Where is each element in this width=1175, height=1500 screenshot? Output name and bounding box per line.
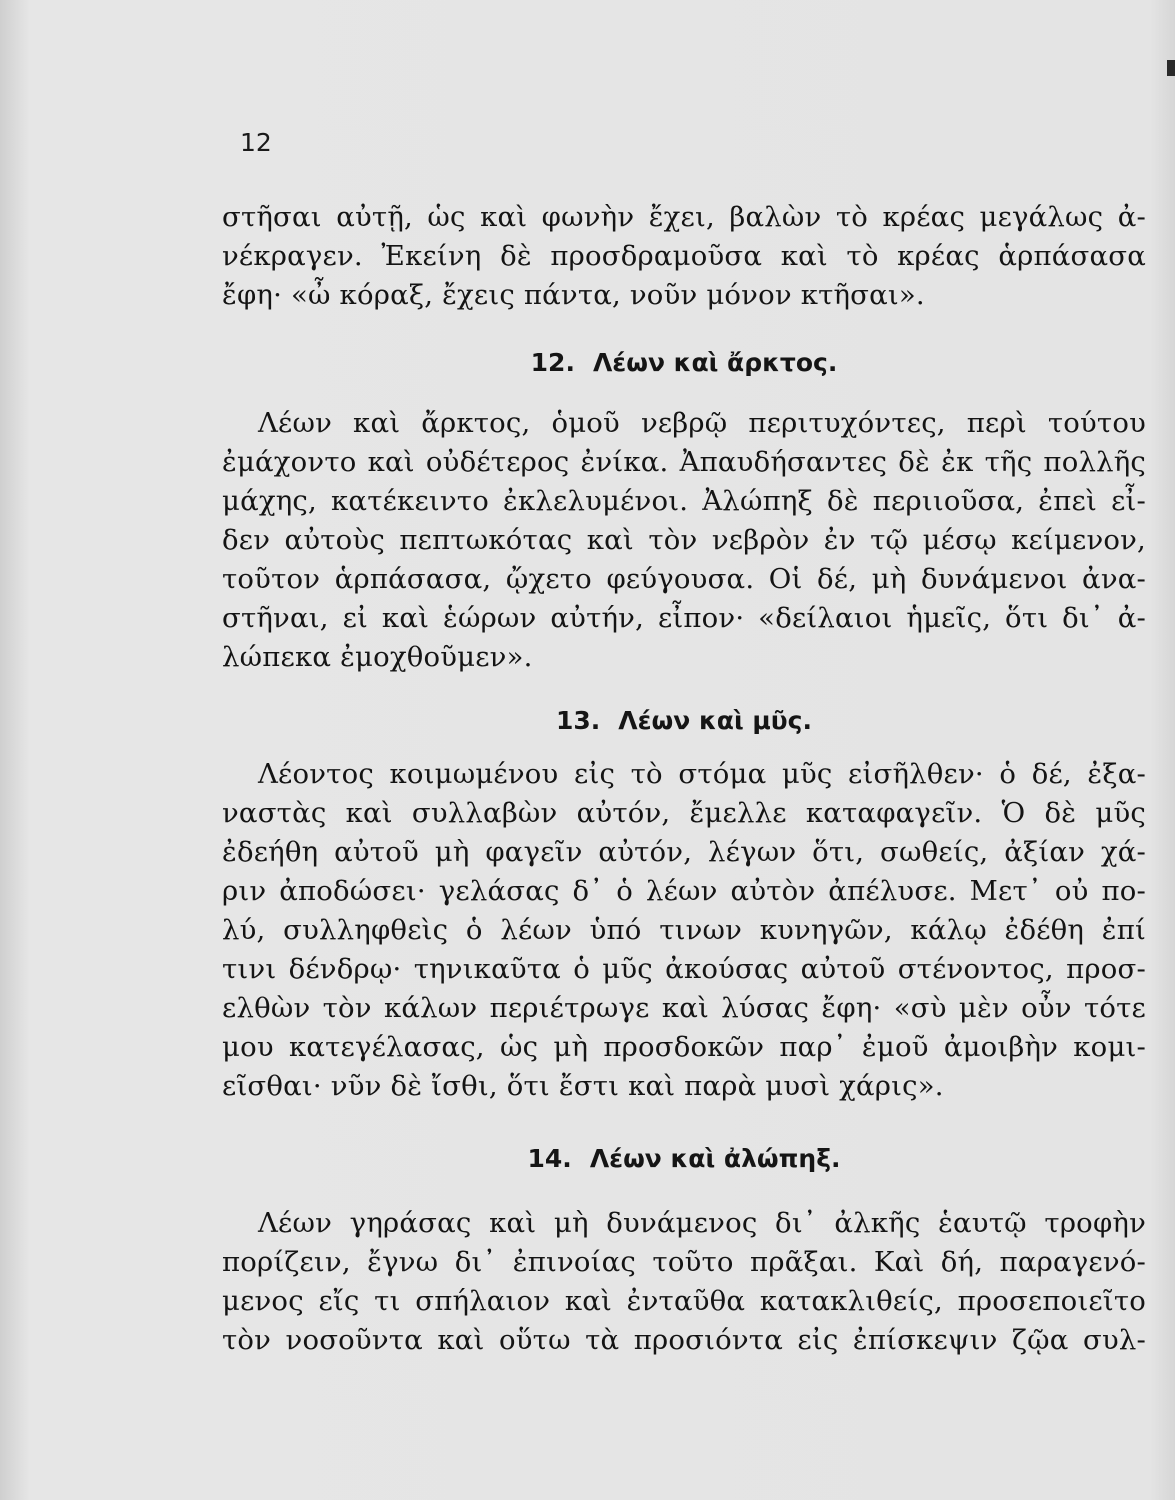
text-line: στῆσαι αὐτῇ, ὡς καὶ φωνὴν ἔχει, βαλὼν τὸ κρέας μεγάλως ἀ- (222, 201, 1146, 233)
fable-12-heading (222, 348, 1146, 377)
fable-number: 12. (530, 348, 575, 377)
fable-12-paragraph (222, 404, 1146, 677)
text-line: ριν ἀποδώσει· γελάσας δ᾽ ὁ λέων αὐτὸν ἀπέλυσε. Μετ᾽ οὐ πο- (222, 875, 1146, 907)
text-line: Λέων γηράσας καὶ μὴ δυνάμενος δι᾽ ἀλκῆς ἑαυτῷ τροφὴν (258, 1207, 1146, 1239)
text-line: Λέων καὶ ἄρκτος, ὁμοῦ νεβρῷ περιτυχόντες, περὶ τούτου (258, 407, 1146, 439)
fable-number: 13. (556, 706, 601, 735)
fable-13-heading (222, 706, 1146, 735)
text-line: λύ, συλληφθεὶς ὁ λέων ὑπό τινων κυνηγῶν, κάλῳ ἐδέθη ἐπί (222, 914, 1146, 946)
text-line: ναστὰς καὶ συλλαβὼν αὐτόν, ἔμελλε καταφαγεῖν. Ὁ δὲ μῦς (222, 797, 1146, 829)
fable-14-paragraph (222, 1204, 1146, 1360)
page-number: 12 (240, 128, 272, 157)
text-line: ἔφη· «ὦ κόραξ, ἔχεις πάντα, νοῦν μόνον κτῆσαι». (222, 279, 925, 311)
text-line: λώπεκα ἐμοχθοῦμεν». (222, 641, 533, 673)
continuation-paragraph (222, 198, 1146, 315)
text-line: μενος εἴς τι σπήλαιον καὶ ἐνταῦθα κατακλιθείς, προσεποιεῖτο (222, 1285, 1146, 1317)
text-line: στῆναι, εἰ καὶ ἑώρων αὐτήν, εἶπον· «δείλαιοι ἡμεῖς, ὅτι δι᾽ ἀ- (222, 602, 1146, 634)
text-line: νέκραγεν. Ἐκείνη δὲ προσδραμοῦσα καὶ τὸ κρέας ἁρπάσασα (222, 240, 1146, 272)
text-line: εῖσθαι· νῦν δὲ ἴσθι, ὅτι ἔστι καὶ παρὰ μυσὶ χάρις». (222, 1070, 944, 1102)
text-line: τινι δένδρῳ· τηνικαῦτα ὁ μῦς ἀκούσας αὐτοῦ στένοντος, προσ- (222, 953, 1146, 985)
fable-title: Λέων καὶ μῦς. (618, 706, 812, 735)
text-line: ἐμάχοντο καὶ οὐδέτερος ἐνίκα. Ἀπαυδήσαντες δὲ ἐκ τῆς πολλῆς (222, 446, 1146, 478)
text-line: Λέοντος κοιμωμένου εἰς τὸ στόμα μῦς εἰσῆλθεν· ὁ δέ, ἐξα- (258, 758, 1146, 790)
text-line: ἐδεήθη αὐτοῦ μὴ φαγεῖν αὐτόν, λέγων ὅτι, σωθείς, ἀξίαν χά- (222, 836, 1146, 868)
text-line: πορίζειν, ἔγνω δι᾽ ἐπινοίας τοῦτο πρᾶξαι. Καὶ δή, παραγενό- (222, 1246, 1146, 1278)
fable-title: Λέων καὶ ἄρκτος. (592, 348, 838, 377)
fable-14-heading (222, 1144, 1146, 1173)
text-line: δεν αὐτοὺς πεπτωκότας καὶ τὸν νεβρὸν ἐν τῷ μέσῳ κείμενον, (222, 524, 1146, 556)
text-line: τοῦτον ἁρπάσασα, ᾤχετο φεύγουσα. Οἱ δέ, μὴ δυνάμενοι ἀνα- (222, 563, 1146, 595)
fable-number: 14. (527, 1144, 572, 1173)
page-edge-mark (1167, 60, 1175, 76)
text-line: ελθὼν τὸν κάλων περιέτρωγε καὶ λύσας ἔφη· «σὺ μὲν οὖν τότε (222, 992, 1146, 1024)
text-line: τὸν νοσοῦντα καὶ οὕτω τὰ προσιόντα εἰς ἐπίσκεψιν ζῷα συλ- (222, 1324, 1146, 1356)
text-line: μου κατεγέλασας, ὡς μὴ προσδοκῶν παρ᾽ ἐμοῦ ἀμοιβὴν κομι- (222, 1031, 1146, 1063)
fable-title: Λέων καὶ ἀλώπηξ. (589, 1144, 841, 1173)
fable-13-paragraph (222, 755, 1146, 1106)
text-line: μάχης, κατέκειντο ἐκλελυμένοι. Ἀλώπηξ δὲ περιιοῦσα, ἐπεὶ εἶ- (222, 485, 1146, 517)
